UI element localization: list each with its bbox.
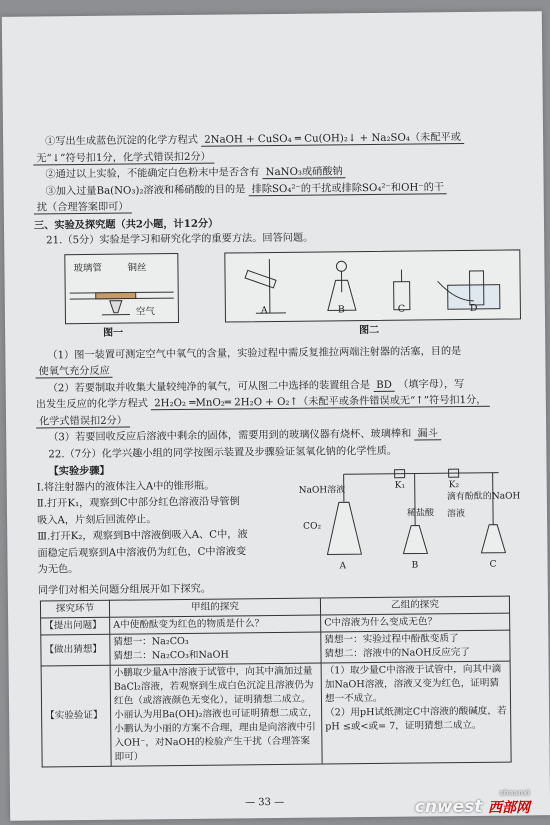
step-2a: Ⅱ.打开K₁，观察到C中部分红色溶液沿导管倒	[36, 496, 240, 510]
q21-2-text: （2）若要制取并收集大量较纯净的氧气，可从图二中选择的装置组合是	[47, 379, 371, 394]
row3-jia: 小鹏取少量A中溶液于试管中，向其中滴加过量BaCl₂溶液，若观察到生成白色沉淀且溶液仍为红色（或溶液颜色无变化），证明猜想二成立。小丽认为用Ba(OH)₂溶液也可证明猜想二成立，小鹏认为小丽的方案不合理，理由是向溶液中引入OH⁻，对NaOH的检验产生干扰（合理答案即可）	[110, 663, 322, 766]
q21-3-text: （3）若要回收反应后溶液中剩余的固体，需要用到的玻璃仪器有烧杯、玻璃棒和	[48, 428, 412, 444]
fig2-caption: 图二	[359, 324, 380, 336]
app-label-naoh: NaOH溶液	[298, 485, 346, 496]
watermark-cn: 西部网	[488, 800, 530, 816]
step-1: Ⅰ.将注射器内的液体注入A中的锥形瓶。	[36, 480, 215, 494]
q-prev-answer4: 排除SO₄²⁻的干扰或排除SO₄²⁻和OH⁻的干	[249, 182, 448, 196]
q21-stem: 21.（5分）实验是学习和研究化学的重要方法。回答问题。	[46, 232, 314, 247]
app-label-co2: CO₂	[303, 521, 322, 532]
fig1-label-copper: 铜丝	[127, 261, 147, 274]
row2-stage: 【做出猜想】	[41, 634, 110, 666]
q21-1-text: （1）图一装置可测定空气中氧气的含量，实验过程中需反复推拉两端注射器的活塞，目的是	[47, 345, 462, 361]
row3-stage: 【实验验证】	[41, 665, 111, 767]
q-prev-answer2: 无“↓”符号扣1分，化学式错误扣2分）	[33, 151, 214, 165]
header-group-jia: 甲组的探究	[109, 598, 320, 617]
cnwest-watermark	[415, 789, 530, 817]
step-3a: Ⅲ.打开K₂，观察到B中溶液倒吸入A、C中，液	[37, 529, 248, 543]
paper-content	[33, 129, 530, 767]
exam-paper	[2, 11, 550, 821]
fig1-caption: 图一	[103, 327, 124, 339]
table-row	[41, 630, 510, 666]
q21-1-answer: 使氧气充分反应	[35, 366, 112, 379]
step-3c: 为无色。	[37, 564, 79, 576]
row2-jia-1: 猜想一：Na₂CO₃	[113, 635, 189, 648]
row1-jia: A中使酚酞变为红色的物质是什么？	[110, 615, 321, 634]
figure-two	[224, 249, 521, 322]
q-prev-answer3: NaNO₃或硝酸钠	[263, 166, 346, 179]
watermark-small: shaanxi	[499, 789, 530, 797]
app-label-a: A	[339, 561, 347, 572]
fig1-label-glass: 玻璃管	[73, 262, 103, 274]
row1-stage: 【提出问题】	[41, 617, 110, 635]
app-label-c: C	[489, 559, 497, 570]
table-row	[41, 661, 511, 767]
step-3b: 面稳定后观察到A中溶液仍为红色，C中溶液变	[37, 545, 247, 560]
row2-yi	[321, 630, 510, 663]
fig1-label-air: 空气	[135, 305, 155, 317]
section-title: 三、实验及探究题（共2小题，计12分）	[33, 217, 219, 232]
fig2-label-a: A	[260, 304, 268, 316]
page-number: — 33 —	[244, 796, 285, 809]
row3-yi	[321, 661, 511, 764]
q21-3-answer: 漏斗	[414, 428, 440, 440]
q-prev-label3: ②通过以上实验，不能确定白色粉末中是否含有	[45, 167, 260, 181]
q21-2-tail: （填字母），写	[398, 378, 465, 391]
app-label-hcl: 稀盐酸	[406, 508, 435, 519]
header-stage: 探究环节	[40, 600, 109, 618]
figure-one	[64, 253, 179, 324]
row1-yi: C中溶液为什么变成无色？	[321, 613, 510, 632]
q22-apparatus	[298, 460, 527, 580]
watermark-site: cnwest	[414, 797, 483, 817]
fig2-label-c: C	[397, 303, 406, 315]
row2-yi-1: 猜想一：实验过程中酚酞变质了	[324, 632, 459, 646]
q21-2-eq-label: 出发生反应的化学方程式	[35, 398, 148, 411]
q21-2-note: 化学式错误扣2分）	[36, 415, 130, 428]
steps-title: 【实验步骤】	[48, 464, 110, 478]
exploration-table	[40, 595, 512, 767]
q-prev-label1: ①写出生成蓝色沉淀的化学方程式	[45, 134, 198, 148]
header-group-yi: 乙组的探究	[320, 596, 509, 615]
row2-jia-2: 猜想二：Na₂CO₃和NaOH	[113, 649, 229, 662]
app-label-k2: K₂	[448, 480, 460, 491]
q21-2-answer: BD	[373, 379, 395, 391]
app-label-k1: K₁	[394, 480, 406, 491]
q21-2-equation: 2H₂O₂ ═MnO₂═ 2H₂O + O₂↑（未配平或条件错误或无“↑”符号扣1分，	[151, 395, 489, 411]
q-prev-answer5: 扰（合理答案即可）	[34, 202, 132, 215]
q21-figures	[64, 249, 525, 346]
steps-text	[36, 461, 282, 579]
q-prev-answer1: 2NaOH + CuSO₄ ═ Cu(OH)₂↓ + Na₂SO₄（未配平或	[201, 132, 464, 147]
step-2b: 吸入A，片刻后回流停止。	[37, 513, 157, 527]
app-label-b: B	[411, 560, 419, 571]
row2-yi-2: 猜想二：溶液中的NaOH反应完了	[324, 646, 471, 660]
table-intro: 同学们对相关问题分组展开如下探究。	[37, 583, 212, 597]
fig2-label-d: D	[469, 302, 478, 314]
q22-steps	[36, 458, 527, 583]
row3-yi-2: （2）用pH试纸测定C中溶液的酸碱度，若pH ≤或<或= 7，证明猜想二成立。	[325, 705, 507, 733]
q22-stem: 22.（7分）化学兴趣小组的同学按图示装置及步骤验证氢氧化钠的化学性质。	[48, 445, 398, 460]
row2-jia	[110, 632, 321, 665]
q-prev-label4: ③加入过量Ba(NO₃)₂溶液和稀硝酸的目的是	[45, 183, 246, 197]
fig2-label-b: B	[337, 303, 345, 315]
app-label-phenolphthalein: 滴有酚酞的NaOH溶液	[446, 491, 521, 519]
row3-yi-1: （1）取少量C中溶液于试管中，向其中滴加NaOH溶液，溶液又变为红色，证明猜想一不成立。	[324, 663, 502, 705]
